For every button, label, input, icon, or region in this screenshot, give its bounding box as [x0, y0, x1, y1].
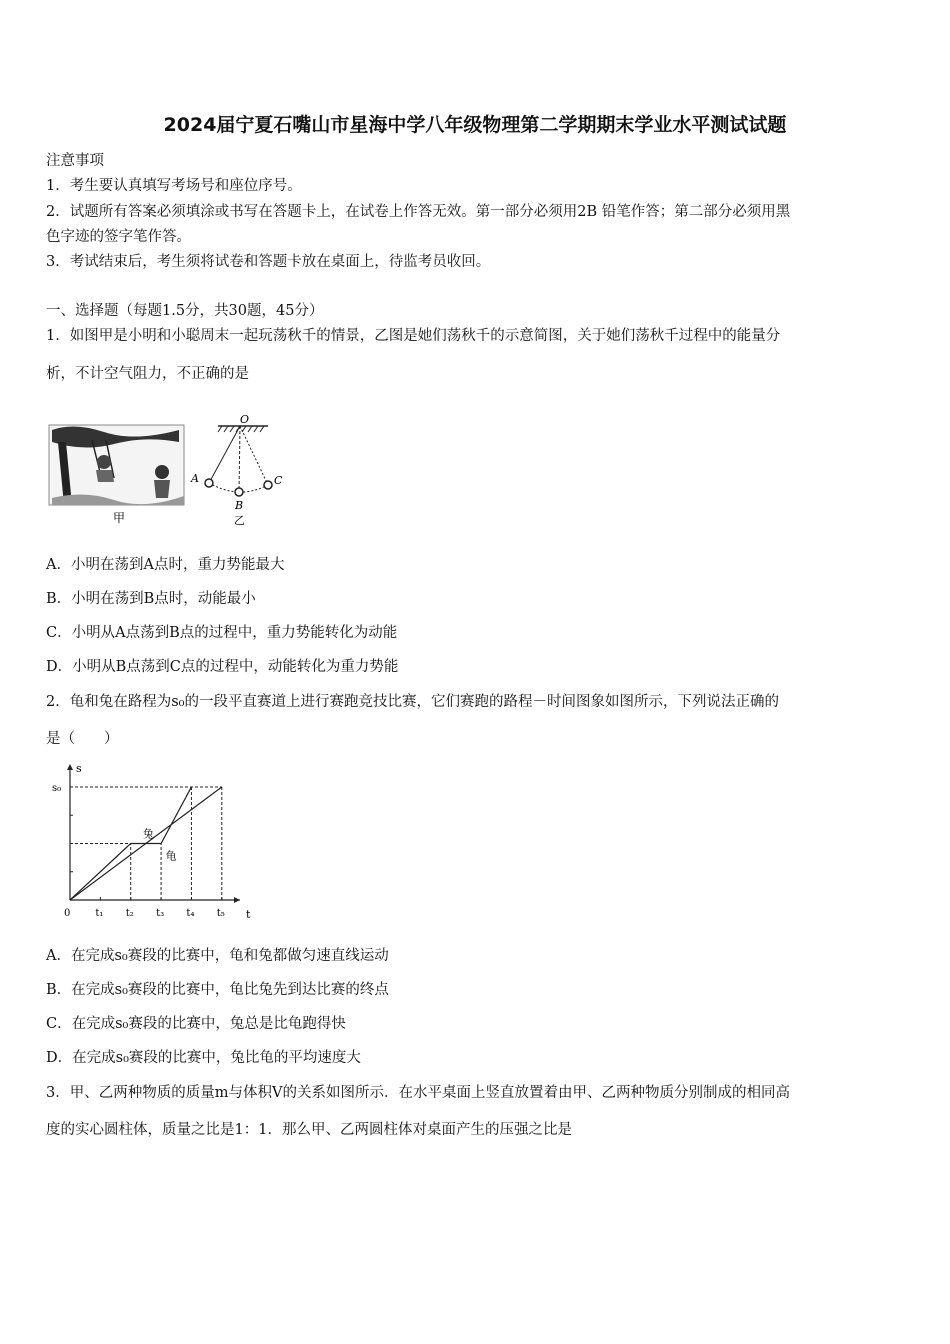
notice-heading: 注意事项 [46, 153, 104, 169]
x-tick-label: t₃ [156, 908, 165, 919]
q2-option-b: B．在完成s₀赛段的比赛中，龟比兔先到达比赛的终点 [46, 982, 389, 998]
x-tick-label: t₄ [186, 908, 195, 919]
point-b-ball [235, 488, 243, 496]
notice-item: 1．考生要认真填写考场号和座位序号。 [46, 178, 302, 194]
point-a-label: A [191, 472, 199, 485]
point-b-label: B [235, 499, 244, 512]
q2-option-c: C．在完成s₀赛段的比赛中，兔总是比龟跑得快 [46, 1016, 346, 1032]
q1-option-a: A．小明在荡到A点时，重力势能最大 [46, 557, 285, 573]
notice-item: 2．试题所有答案必须填涂或书写在答题卡上，在试卷上作答无效。第一部分必须用2B 铅笔作答；第二部分必须用黑 [46, 204, 791, 220]
series-label-tortoise: 龟 [165, 849, 177, 863]
x-axis-arrow [234, 897, 240, 903]
y-tick-label-s0: s₀ [52, 782, 62, 794]
point-o-label: O [240, 413, 250, 426]
point-a-ball [205, 479, 213, 487]
q1-option-b: B．小明在荡到B点时，动能最小 [46, 591, 256, 607]
question-1-stem: 1．如图甲是小明和小聪周末一起玩荡秋千的情景，乙图是她们荡秋千的示意简图，关于她们荡秋千过程中的能量分 [46, 328, 781, 344]
question-3-stem: 3．甲、乙两种物质的质量m与体积V的关系如图所示．在水平桌面上竖直放置着由甲、乙两种物质分别制成的相同高 [46, 1085, 790, 1101]
x-tick-label: t₂ [125, 908, 134, 919]
q1-option-d: D．小明从B点荡到C点的过程中，动能转化为重力势能 [46, 659, 399, 675]
q1-option-c: C．小明从A点荡到B点的过程中，重力势能转化为动能 [46, 625, 398, 641]
point-c-ball [264, 481, 272, 489]
x-tick-label: t₅ [216, 908, 225, 919]
question-2-stem-cont: 是（ ） [46, 731, 119, 747]
page-title: 2024届宁夏石嘴山市星海中学八年级物理第二学期期末学业水平测试试题 [163, 114, 787, 136]
x-tick-label: 0 [64, 908, 71, 919]
notice-item: 3．考试结束后，考生须将试卷和答题卡放在桌面上，待监考员收回。 [46, 254, 491, 270]
x-tick-label: t₁ [95, 908, 104, 919]
series-label-rabbit: 兔 [142, 827, 154, 841]
question-2-stem: 2．龟和兔在路程为s₀的一段平直赛道上进行赛跑竞技比赛，它们赛跑的路程－时间图象如图所示，下列说法正确的 [46, 694, 779, 710]
child-on-swing-icon [97, 455, 111, 469]
distance-time-chart [44, 760, 254, 925]
section-heading: 一、选择题（每题1.5分，共30题，45分） [46, 303, 324, 319]
swing-photo-figure [44, 420, 194, 530]
q2-option-d: D．在完成s₀赛段的比赛中，兔比龟的平均速度大 [46, 1050, 361, 1066]
pendulum-diagram [188, 412, 298, 532]
question-1-stem-cont: 析，不计空气阻力，不正确的是 [46, 366, 249, 382]
point-c-label: C [274, 474, 283, 487]
figure-label-jia: 甲 [112, 511, 126, 525]
x-axis-label: t [246, 908, 251, 921]
question-3-stem-cont: 度的实心圆柱体，质量之比是1：1．那么甲、乙两圆柱体对桌面产生的压强之比是 [46, 1122, 572, 1138]
y-axis-label: s [76, 762, 82, 775]
notice-item: 色字迹的签字笔作答。 [46, 229, 191, 245]
q2-option-a: A．在完成s₀赛段的比赛中，龟和兔都做匀速直线运动 [46, 948, 389, 964]
y-axis-arrow [67, 764, 73, 770]
child-pushing-icon [155, 465, 169, 479]
figure-label-yi: 乙 [234, 514, 245, 527]
